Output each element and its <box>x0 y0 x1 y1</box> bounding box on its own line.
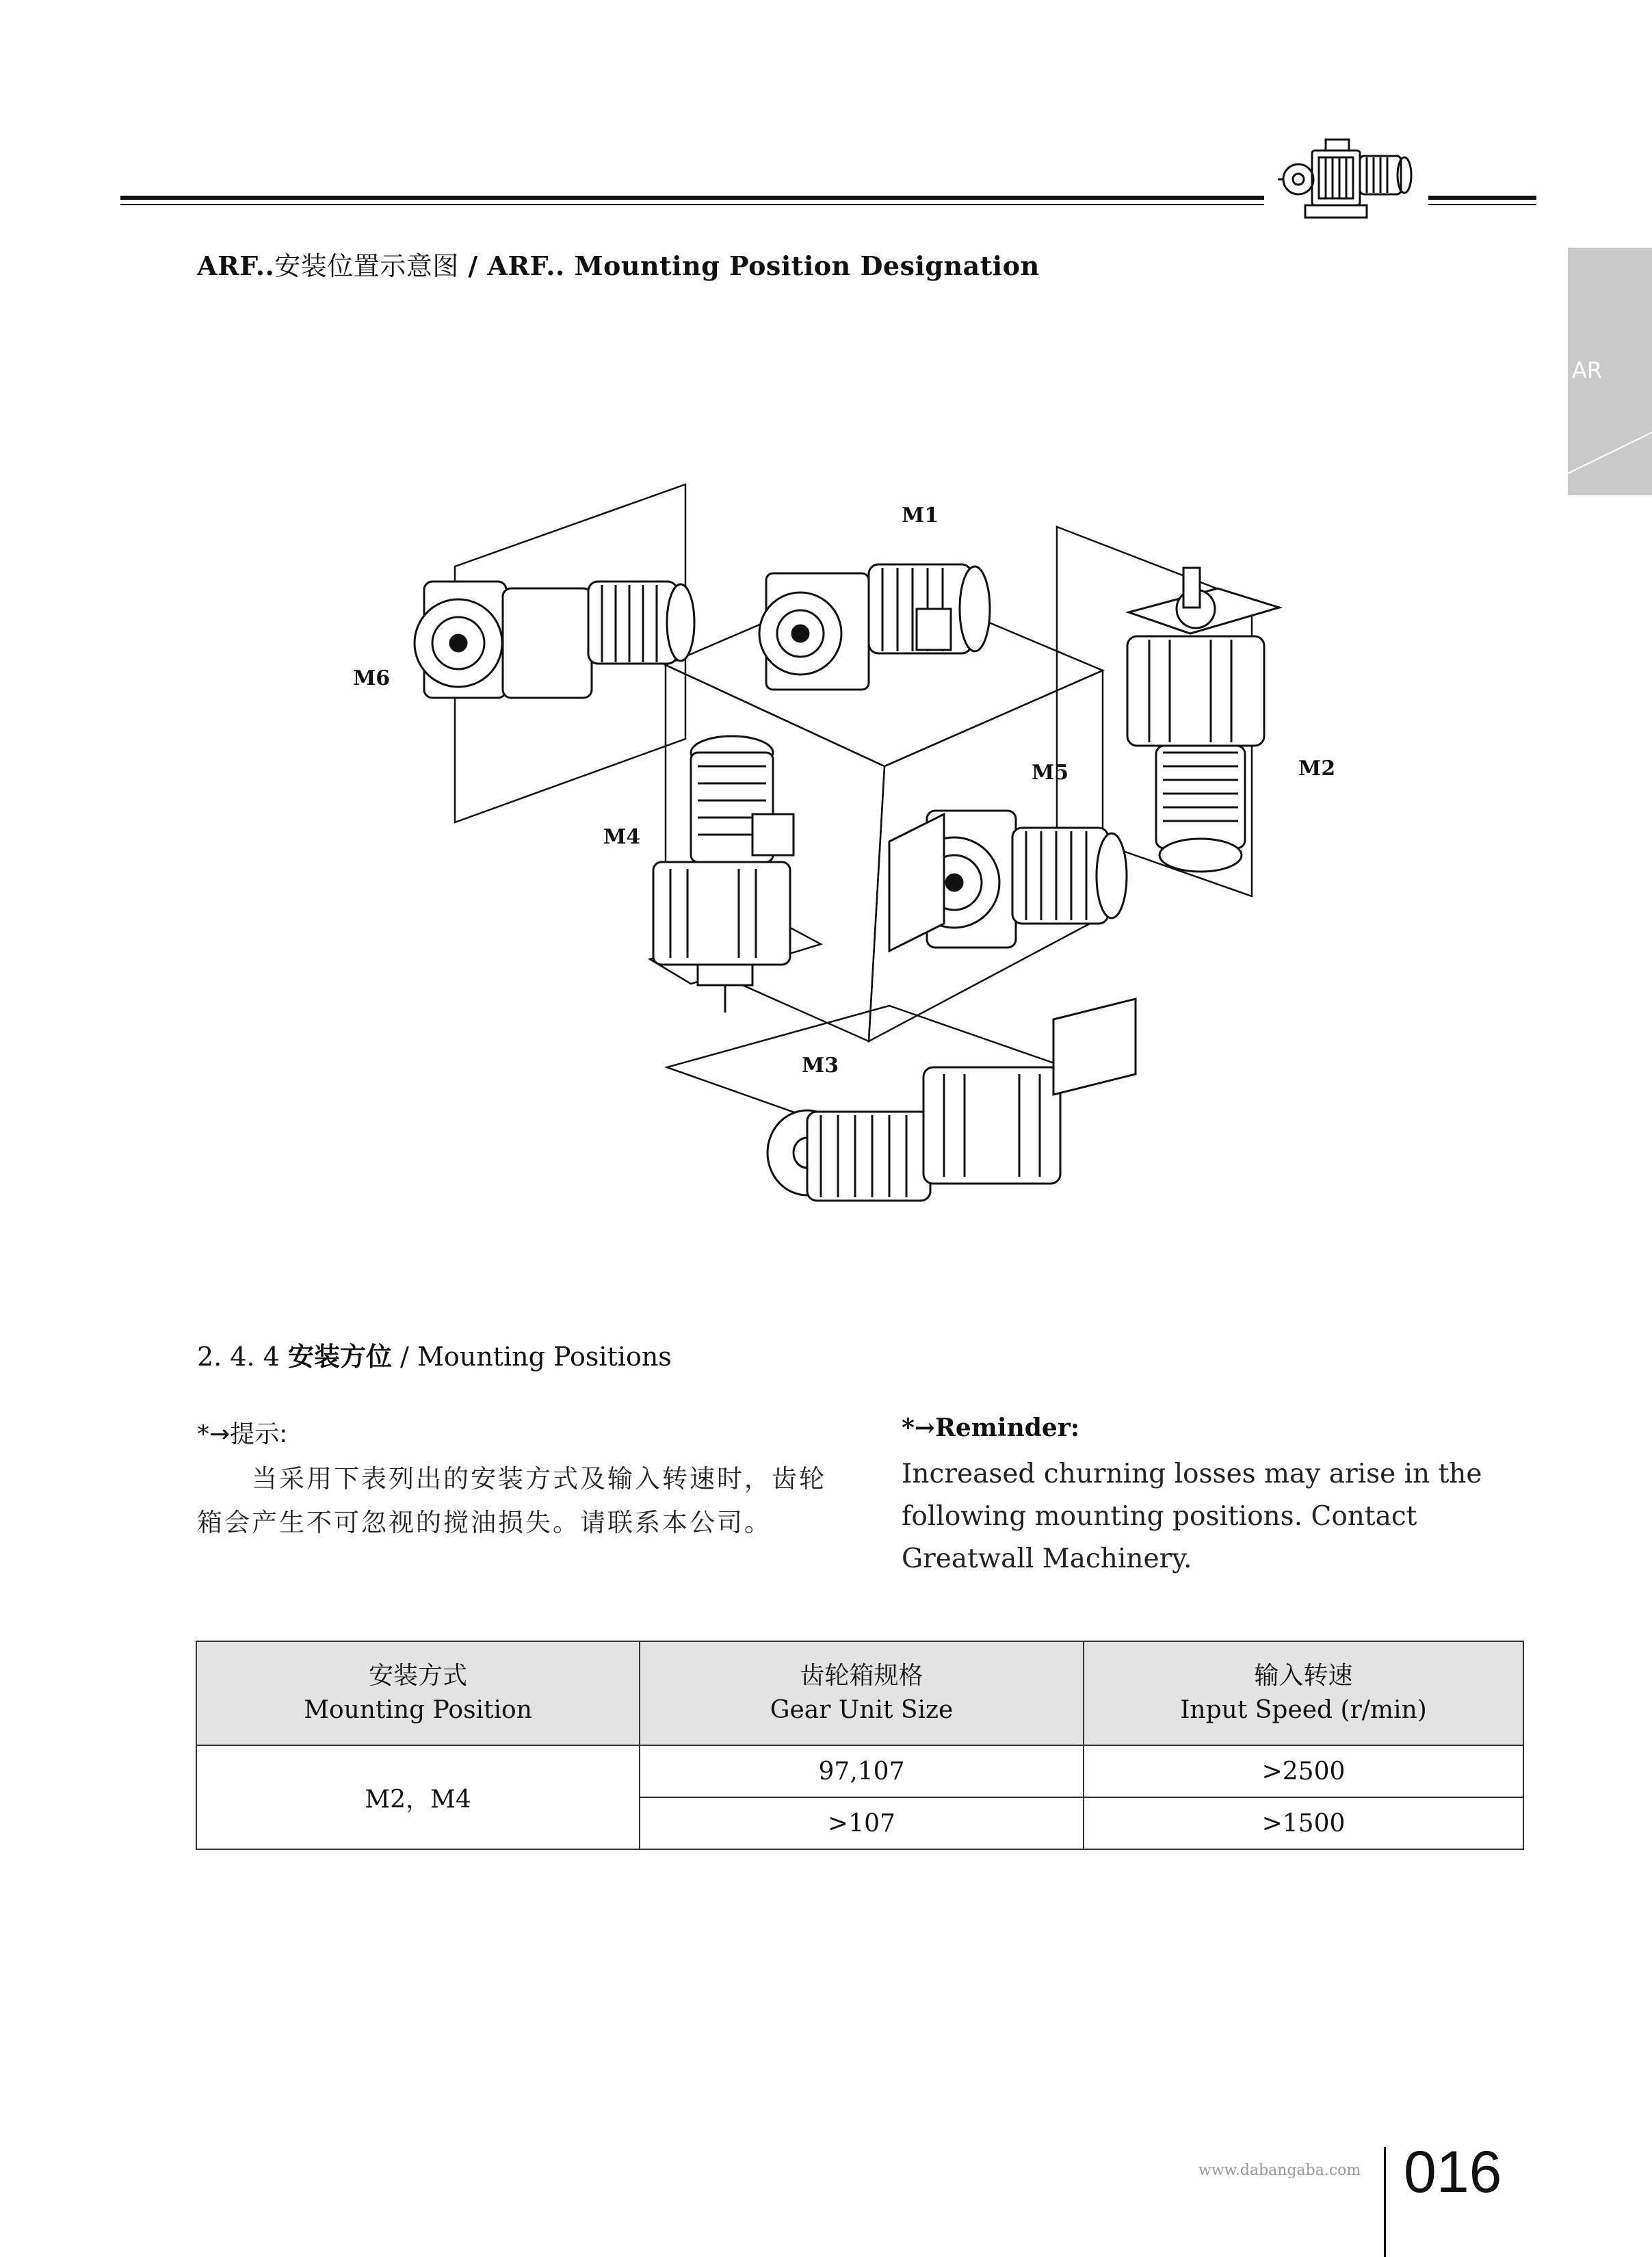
reminder-zh-body: 当采用下表列出的安装方式及输入转速时，齿轮箱会产生不可忽视的搅油损失。请联系本公司。 <box>197 1464 826 1537</box>
side-tab-label: AR <box>1572 357 1603 383</box>
gearbox-m2 <box>1127 568 1279 872</box>
label-m2: M2 <box>1298 757 1336 781</box>
header-rule-thick-left <box>120 196 1264 200</box>
header-input-speed-zh: 输入转速 <box>1254 1662 1353 1690</box>
table-row <box>196 1745 1523 1797</box>
footer-divider <box>1384 2147 1386 2257</box>
cell-input-speed: >1500 <box>1084 1797 1523 1849</box>
header-input-speed <box>1084 1641 1523 1745</box>
header-gear-unit-size-zh: 齿轮箱规格 <box>800 1662 923 1690</box>
figure-title-zh: 安装位置示意图 <box>274 251 459 281</box>
mounting-speed-table <box>196 1641 1524 1850</box>
label-m4: M4 <box>603 825 641 849</box>
section-separator: / <box>391 1342 417 1372</box>
reminder-en-body: Increased churning losses may arise in the following mounting positions. Contact Greatwall Machinery. <box>902 1459 1482 1574</box>
figure-title-separator: / <box>458 250 488 281</box>
label-m3: M3 <box>802 1054 839 1078</box>
gearbox-m5 <box>889 811 1127 951</box>
section-heading <box>197 1335 672 1373</box>
header-mounting-position <box>196 1641 640 1745</box>
cell-mounting-position: M2，M4 <box>196 1745 640 1849</box>
page-number: 016 <box>1404 2139 1502 2205</box>
label-m5: M5 <box>1032 761 1069 785</box>
reminder-zh-title: *→提示: <box>197 1420 288 1448</box>
cell-gear-unit-size: >107 <box>640 1797 1084 1849</box>
gearbox-m1 <box>759 564 990 690</box>
section-number: 2. 4. 4 <box>197 1342 280 1372</box>
gearbox-m6 <box>415 582 694 698</box>
header-input-speed-en: Input Speed (r/min) <box>1180 1696 1427 1724</box>
header-rule-thin-left <box>120 204 1264 205</box>
figure-title-prefix: ARF.. <box>197 250 275 281</box>
side-tab <box>1568 248 1652 495</box>
section-title-zh: 安装方位 <box>287 1342 392 1372</box>
header-mounting-position-en: Mounting Position <box>304 1696 532 1724</box>
header-gearbox-logo <box>1271 130 1428 233</box>
label-m1: M1 <box>902 504 939 527</box>
header-mounting-position-zh: 安装方式 <box>368 1662 467 1690</box>
footer-url: www.dabangaba.com <box>1198 2162 1361 2179</box>
figure-title <box>197 245 1040 283</box>
cell-input-speed: >2500 <box>1084 1745 1523 1797</box>
mounting-position-diagram <box>328 472 1300 1218</box>
table-header-row <box>196 1641 1523 1745</box>
gearbox-m4 <box>653 736 794 1013</box>
section-title-en: Mounting Positions <box>417 1342 672 1372</box>
reminder-en-title: *→Reminder: <box>902 1413 1080 1442</box>
cell-gear-unit-size: 97,107 <box>640 1745 1084 1797</box>
label-m6: M6 <box>353 666 391 690</box>
gearbox-m3 <box>768 999 1136 1201</box>
figure-title-en: ARF.. Mounting Position Designation <box>487 250 1040 281</box>
header-rule-thick-right <box>1428 196 1536 200</box>
header-gear-unit-size-en: Gear Unit Size <box>770 1696 954 1724</box>
header-rule-thin-right <box>1428 204 1536 205</box>
header-gear-unit-size <box>640 1641 1084 1745</box>
